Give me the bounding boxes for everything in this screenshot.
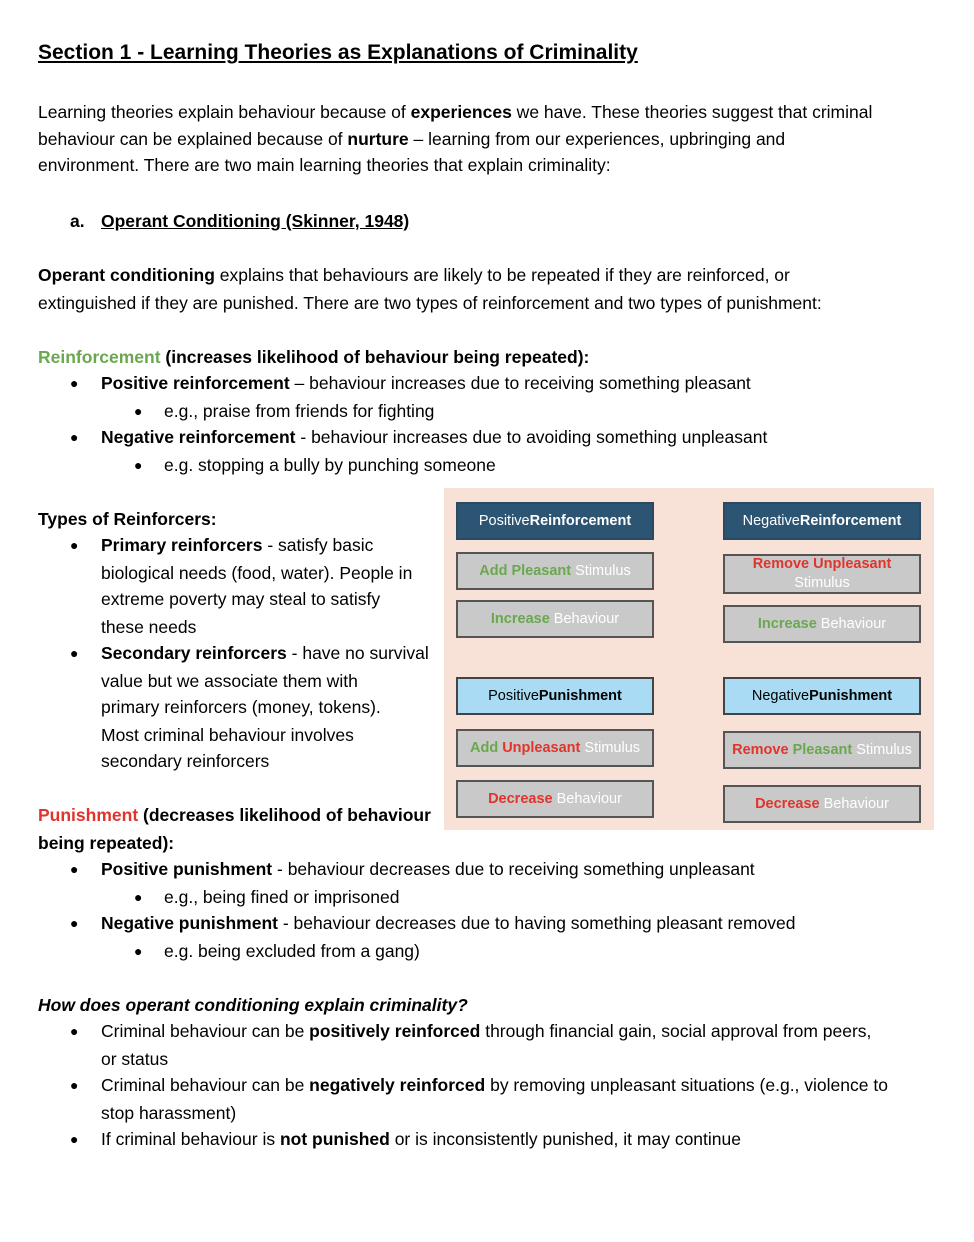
bullet: ● bbox=[70, 861, 79, 877]
bullet: ● bbox=[134, 943, 143, 959]
operant-line-1: Operant conditioning explains that behaviours are likely to be repeated if they are reinforced, or bbox=[38, 265, 790, 285]
bullet: ● bbox=[70, 537, 79, 553]
bullet: ● bbox=[70, 915, 79, 931]
secondary-reinforcers-line-5: secondary reinforcers bbox=[101, 751, 270, 771]
how-heading: How does operant conditioning explain criminality? bbox=[38, 995, 468, 1015]
punishment-heading-line-2: being repeated): bbox=[38, 833, 175, 853]
operant-diagram bbox=[444, 488, 934, 830]
how-bullet-3: If criminal behaviour is not punished or is inconsistently punished, it may continue bbox=[101, 1129, 741, 1149]
negative-reinforcement-box: Negative Reinforcement bbox=[723, 502, 921, 540]
add-pleasant-stimulus-box: Add Pleasant Stimulus bbox=[456, 552, 654, 590]
operant-line-2: extinguished if they are punished. There are two types of reinforcement and two types of punishment: bbox=[38, 293, 822, 313]
negative-punishment-example: e.g. being excluded from a gang) bbox=[164, 941, 420, 961]
secondary-reinforcers-line-1: Secondary reinforcers - have no survival bbox=[101, 643, 429, 663]
remove-unpleasant-stimulus-box: Remove Unpleasant Stimulus bbox=[723, 554, 921, 594]
increase-behaviour-box-right: Increase Behaviour bbox=[723, 605, 921, 643]
negative-punishment-item: Negative punishment - behaviour decreases due to having something pleasant removed bbox=[101, 913, 796, 933]
punishment-heading-line-1: Punishment (decreases likelihood of behaviour bbox=[38, 805, 431, 825]
primary-reinforcers-line-4: these needs bbox=[101, 617, 197, 637]
secondary-reinforcers-line-2: value but we associate them with bbox=[101, 671, 358, 691]
primary-reinforcers-line-1: Primary reinforcers - satisfy basic bbox=[101, 535, 374, 555]
bullet: ● bbox=[134, 457, 143, 473]
primary-reinforcers-line-3: extreme poverty may steal to satisfy bbox=[101, 589, 381, 609]
primary-reinforcers-line-2: biological needs (food, water). People in bbox=[101, 563, 413, 583]
intro-line-3: environment. There are two main learning theories that explain criminality: bbox=[38, 155, 611, 175]
intro-line-1: Learning theories explain behaviour because of experiences we have. These theories suggest that criminal bbox=[38, 102, 873, 122]
decrease-behaviour-box-right: Decrease Behaviour bbox=[723, 785, 921, 823]
negative-reinforcement-example: e.g. stopping a bully by punching someone bbox=[164, 455, 496, 475]
subsection-marker: a. bbox=[70, 211, 85, 231]
how-bullet-1-line-1: Criminal behaviour can be positively reinforced through financial gain, social approval from peers, bbox=[101, 1021, 872, 1041]
positive-punishment-example: e.g., being fined or imprisoned bbox=[164, 887, 400, 907]
positive-reinforcement-example: e.g., praise from friends for fighting bbox=[164, 401, 435, 421]
page-title: Section 1 - Learning Theories as Explanations of Criminality bbox=[38, 41, 638, 64]
intro-line-2: behaviour can be explained because of nurture – learning from our experiences, upbringing and bbox=[38, 129, 786, 149]
bullet: ● bbox=[134, 403, 143, 419]
positive-reinforcement-box: Positive Reinforcement bbox=[456, 502, 654, 540]
increase-behaviour-box-left: Increase Behaviour bbox=[456, 600, 654, 638]
secondary-reinforcers-line-3: primary reinforcers (money, tokens). bbox=[101, 697, 381, 717]
negative-reinforcement-item: Negative reinforcement - behaviour increases due to avoiding something unpleasant bbox=[101, 427, 768, 447]
bullet: ● bbox=[70, 645, 79, 661]
positive-punishment-item: Positive punishment - behaviour decreases due to receiving something unpleasant bbox=[101, 859, 755, 879]
negative-punishment-box: Negative Punishment bbox=[723, 677, 921, 715]
how-bullet-1-line-2: or status bbox=[101, 1049, 169, 1069]
reinforcers-heading: Types of Reinforcers: bbox=[38, 509, 217, 529]
bullet: ● bbox=[70, 1023, 79, 1039]
bullet: ● bbox=[70, 1131, 79, 1147]
bullet: ● bbox=[70, 429, 79, 445]
positive-reinforcement-item: Positive reinforcement – behaviour increases due to receiving something pleasant bbox=[101, 373, 751, 393]
add-unpleasant-stimulus-box: Add Unpleasant Stimulus bbox=[456, 729, 654, 767]
bullet: ● bbox=[134, 889, 143, 905]
bullet: ● bbox=[70, 1077, 79, 1093]
reinforcement-heading: Reinforcement (increases likelihood of behaviour being repeated): bbox=[38, 347, 590, 367]
positive-punishment-box: Positive Punishment bbox=[456, 677, 654, 715]
remove-pleasant-stimulus-box: Remove Pleasant Stimulus bbox=[723, 731, 921, 769]
how-bullet-2-line-1: Criminal behaviour can be negatively reinforced by removing unpleasant situations (e.g., violence to bbox=[101, 1075, 888, 1095]
subsection-title: Operant Conditioning (Skinner, 1948) bbox=[101, 211, 410, 231]
how-bullet-2-line-2: stop harassment) bbox=[101, 1103, 237, 1123]
decrease-behaviour-box-left: Decrease Behaviour bbox=[456, 780, 654, 818]
bullet: ● bbox=[70, 375, 79, 391]
secondary-reinforcers-line-4: Most criminal behaviour involves bbox=[101, 725, 354, 745]
